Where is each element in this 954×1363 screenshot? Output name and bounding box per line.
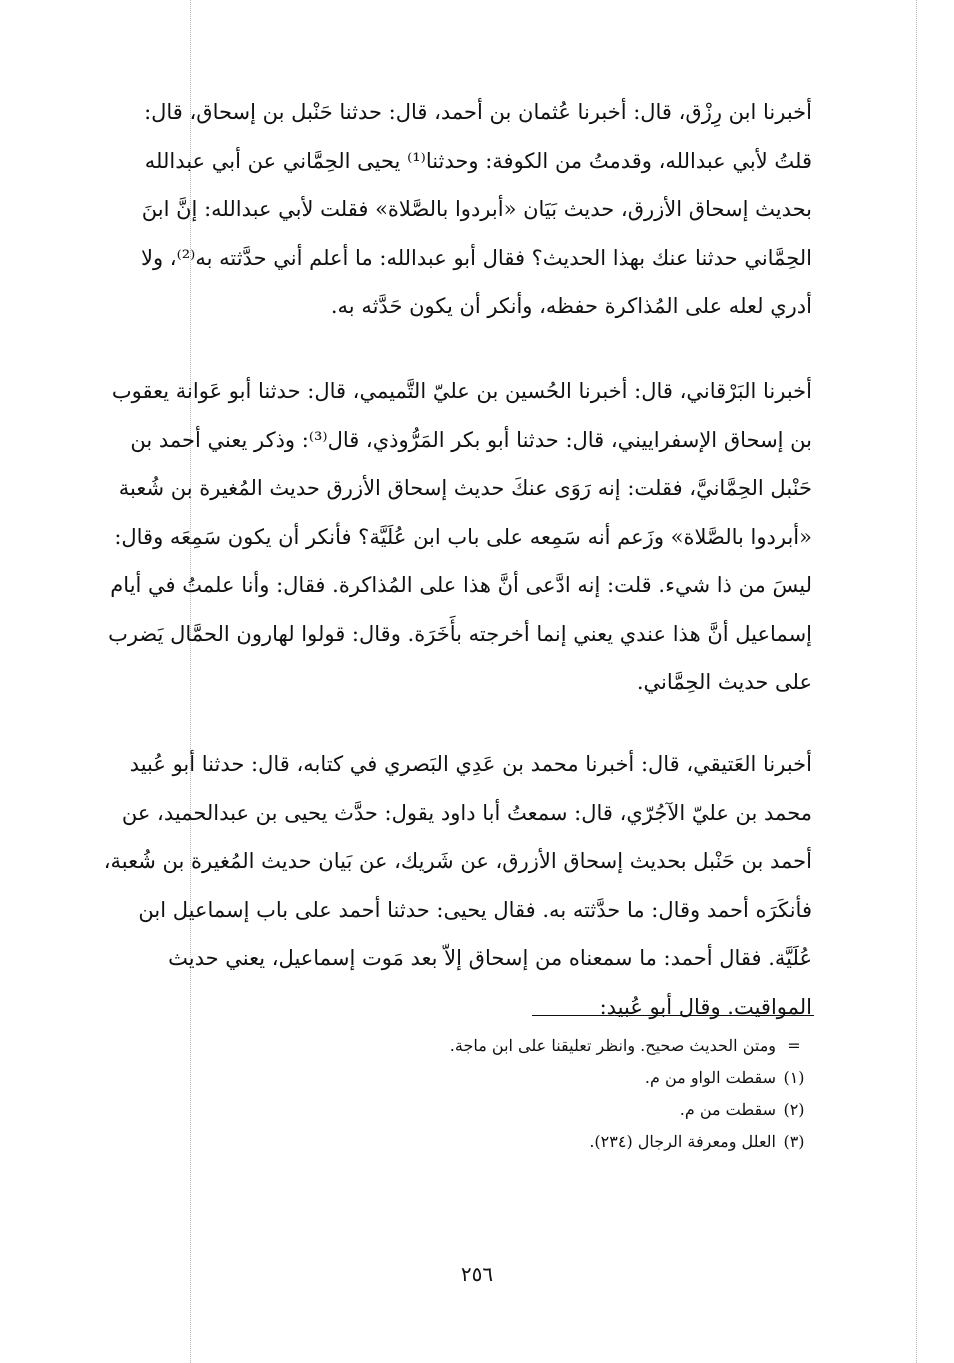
page-number: ٢٥٦ (460, 1262, 494, 1286)
footnote-1-text: سقطت الواو من م. (644, 1068, 776, 1087)
footnote-3-text: العلل ومعرفة الرجال (٢٣٤). (589, 1132, 776, 1151)
footnote-3-mark: (٣) (783, 1132, 805, 1151)
paragraph-2: أخبرنا البَرْقاني، قال: أخبرنا الحُسين بن عليّ التَّميمي، قال: حدثنا أبو عَوانة يعقوب بن إسحاق الإسفراييني، قال: حدثنا أبو بكر المَرُّوذي، قال⁽³⁾: وذكر يعني أحمد بن حَنْبل الحِمَّانيَّ، فقلت: إنه رَوَى عنكَ حديث إسحاق الأزرق حديث المُغيرة بن شُعبة «أبردوا بالصَّلاة» وزَعم أنه سَمِعه على باب ابن عُلَيَّة؟ فأنكر أن يكون سَمِعَه وقال: ليسَ من ذا شيء. قلت: إنه ادَّعى أنَّ هذا على المُذاكرة. فقال: وأنا علمتُ في أيام إسماعيل أنَّ هذا عندي يعني إنما أخرجته بأَخَرَة. وقال: قولوا لهارون الحمَّال يَضرب على حديث الحِمَّاني. (108, 379, 812, 694)
footnote-2-mark: (٢) (783, 1100, 805, 1119)
paragraph-1: أخبرنا ابن رِزْق، قال: أخبرنا عُثمان بن أحمد، قال: حدثنا حَنْبل بن إسحاق، قال: قلتُ لأبي عبدالله، وقدمتُ من الكوفة: وحدثنا⁽¹⁾ يحيى الحِمَّاني عن أبي عبدالله بحديث إسحاق الأزرق، حديث بَيَان «أبردوا بالصَّلاة» فقلت لأبي عبدالله: إنَّ ابنَ الحِمَّاني حدثنا عنك بهذا الحديث؟ فقال أبو عبدالله: ما أعلم أني حدَّثته به⁽²⁾، ولا أدري لعله على المُذاكرة حفظه، وأنكر أن يكون حَدَّثه به. (141, 100, 812, 318)
footnote-continuation-mark: = (787, 1036, 801, 1055)
footnotes (292, 1030, 812, 1158)
footnote-1-mark: (١) (783, 1068, 805, 1087)
footnote-3 (292, 1126, 812, 1158)
footnote-1 (292, 1062, 812, 1094)
paragraph-3: أخبرنا العَتيقي، قال: أخبرنا محمد بن عَدِي البَصري في كتابه، قال: حدثنا أبو عُبيد محمد بن عليّ الآجُرّي، قال: سمعتُ أبا داود يقول: حدَّث يحيى بن عبدالحميد، عن أحمد بن حَنْبل بحديث إسحاق الأزرق، عن شَريك، عن بَيان حديث المُغيرة بن شُعبة، فأنكَرَه أحمد وقال: ما حدَّثته به. فقال يحيى: حدثنا أحمد على باب إسماعيل ابن عُلَيَّة. فقال أحمد: ما سمعناه من إسحاق إلاّ بعد مَوت إسماعيل، يعني حديث المواقيت. وقال أبو عُبيد: (103, 752, 812, 1019)
footnote-2 (292, 1094, 812, 1126)
scan-artifact-line (916, 0, 917, 1363)
footnote-continuation (292, 1030, 812, 1062)
footnote-continuation-text: ومتن الحديث صحيح. وانظر تعليقنا على ابن ماجة. (449, 1036, 776, 1055)
footnote-2-text: سقطت من م. (679, 1100, 776, 1119)
footnote-separator (532, 1015, 814, 1016)
